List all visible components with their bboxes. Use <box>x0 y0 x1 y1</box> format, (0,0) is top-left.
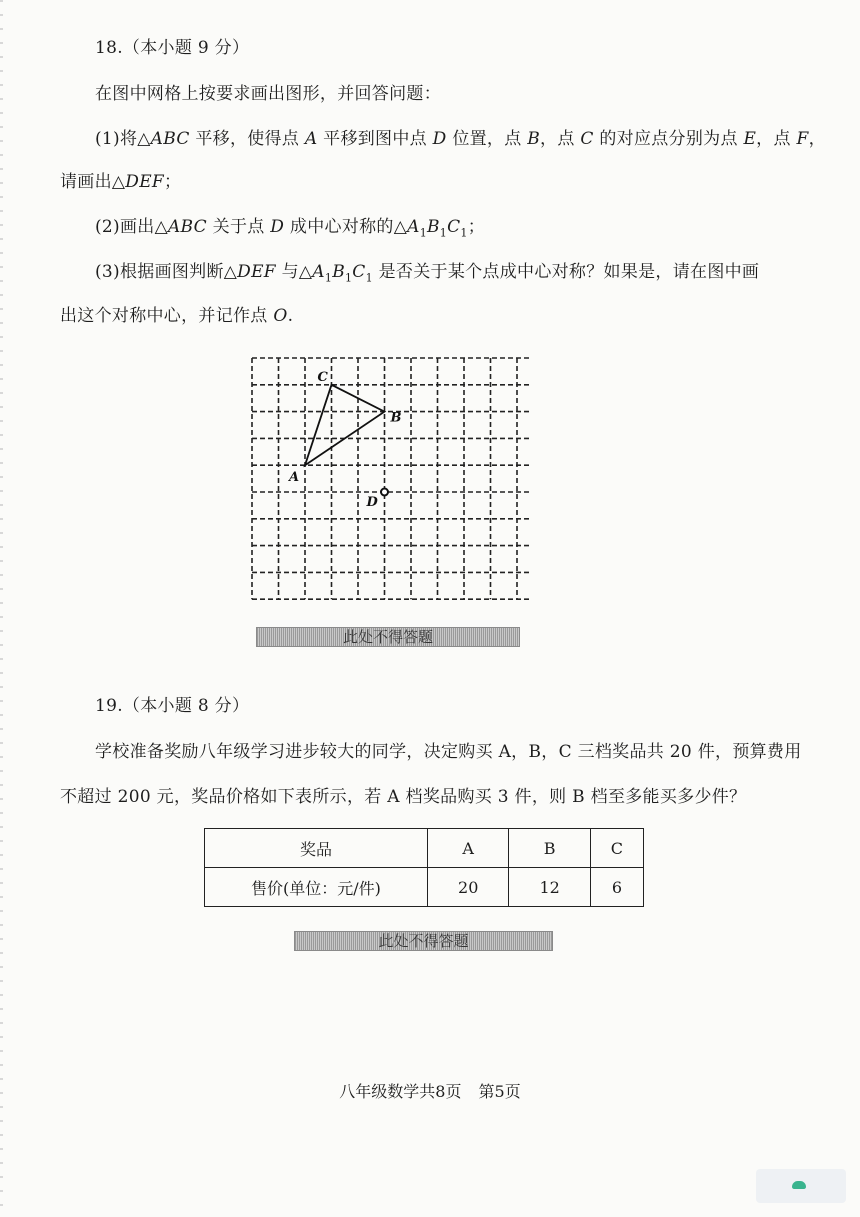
footer-course: 八年级数学共8页 <box>339 1082 462 1101</box>
triangle-abc <box>305 385 385 465</box>
no-answer-band-1: 此处不得答题 <box>256 627 520 647</box>
corner-widget[interactable] <box>756 1169 846 1203</box>
table-row <box>205 868 644 907</box>
table-value-a: 20 <box>428 868 509 907</box>
q18-part3: (3)根据画图判断△DEF 与$\triangle A_1B_1C_1$ 是否关于某个点成中心对称？如果是，请在图中画 <box>95 262 760 285</box>
table-col-b: B <box>509 829 590 868</box>
q18-part1-cont: 请画出△DEF； <box>60 172 182 192</box>
table-col-a: A <box>428 829 509 868</box>
table-col-c: C <box>590 829 643 868</box>
table-row <box>205 829 644 868</box>
q19-header: 19.（本小题 8 分） <box>95 696 250 716</box>
q18-intro: 在图中网格上按要求画出图形，并回答问题： <box>95 84 441 104</box>
table-value-c: 6 <box>590 868 643 907</box>
q19-line1: 学校准备奖励八年级学习进步较大的同学，决定购买 A，B，C 三档奖品共 20 件，预算费用 <box>95 742 802 762</box>
prize-table <box>204 828 644 907</box>
scan-edge <box>0 0 3 1217</box>
table-header-label: 奖品 <box>205 829 428 868</box>
point-label-a: A <box>289 470 300 486</box>
no-answer-band-2: 此处不得答题 <box>294 931 553 951</box>
q19-line2: 不超过 200 元，奖品价格如下表所示，若 A 档奖品购买 3 件，则 B 档至多能买多少件？ <box>60 787 747 807</box>
point-label-d: D <box>366 495 378 510</box>
table-value-b: 12 <box>509 868 590 907</box>
footer-page: 第5页 <box>478 1082 521 1101</box>
q18-part2: (2)画出△ABC 关于点 D 成中心对称的$\triangle A_1B_1C_1$； <box>95 217 486 240</box>
point-label-c: C <box>317 369 328 385</box>
cloud-icon <box>792 1181 806 1189</box>
table-row-label: 售价(单位：元/件) <box>205 868 428 907</box>
point-d-marker <box>381 489 388 496</box>
grid-figure <box>240 350 530 610</box>
q18-header: 18.（本小题 9 分） <box>95 38 250 58</box>
q18-part1: (1)将△ABC 平移，使得点 A 平移到图中点 D 位置，点 B，点 C 的对应点分别为点 E，点 F， <box>95 129 826 149</box>
q18-part3-cont: 出这个对称中心，并记作点 O. <box>60 306 294 326</box>
point-label-b: B <box>390 410 402 426</box>
page-footer <box>0 1079 860 1102</box>
